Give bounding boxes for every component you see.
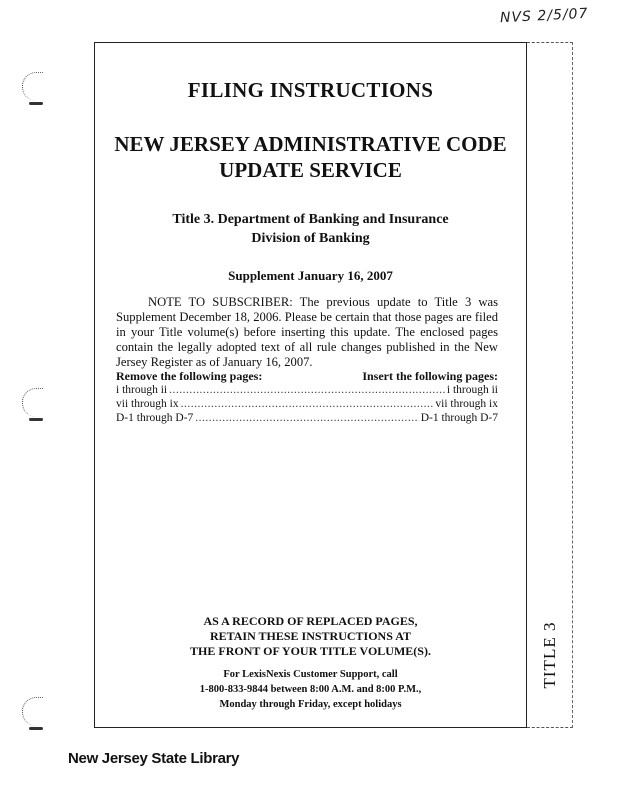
agency-division: Division of Banking — [251, 231, 370, 246]
insert-pages: D-1 through D-7 — [420, 412, 498, 424]
punch-hole-mark — [22, 388, 43, 417]
table-row — [116, 411, 498, 425]
support-line1: For LexisNexis Customer Support, call — [223, 669, 398, 680]
title-tab-label: TITLE 3 — [540, 621, 559, 689]
record-line1: AS A RECORD OF REPLACED PAGES, — [203, 614, 418, 628]
remove-pages: D-1 through D-7 — [116, 412, 194, 424]
dot-leader — [169, 383, 445, 397]
table-row — [116, 397, 498, 411]
subscriber-note: NOTE TO SUBSCRIBER: The previous update to Title 3 was Supplement December 18, 2006. Please be certain that those pages are filed in your Title volume(s) before inserting this update. The enclosed pages contain the legally adopted text of all rule changes published in the New Jersey Register as of January 16, 2007. — [116, 295, 498, 369]
code-name-line1: NEW JERSEY ADMINISTRATIVE CODE — [114, 132, 507, 156]
library-stamp: New Jersey State Library — [68, 750, 240, 767]
insert-pages: vii through ix — [435, 398, 498, 410]
page-title: FILING INSTRUCTIONS — [187, 78, 434, 102]
support-phone: 1-800-833-9844 between 8:00 A.M. and 8:00 P.M., — [199, 684, 422, 695]
pages-table — [116, 369, 498, 425]
record-line3: THE FRONT OF YOUR TITLE VOLUME(S). — [190, 644, 431, 658]
handwritten-note: NVS 2/5/07 — [499, 5, 589, 27]
insert-header: Insert the following pages: — [362, 369, 498, 383]
pages-table-header — [116, 369, 498, 383]
agency-title: Title 3. Department of Banking and Insurance — [172, 212, 449, 227]
remove-pages: vii through ix — [116, 398, 179, 410]
dot-leader — [181, 397, 434, 411]
remove-header: Remove the following pages: — [116, 369, 263, 383]
supplement-date: Supplement January 16, 2007 — [228, 268, 393, 283]
punch-hole-mark — [22, 697, 43, 726]
dot-leader — [195, 411, 418, 425]
remove-pages: i through ii — [116, 384, 168, 396]
record-line2: RETAIN THESE INSTRUCTIONS AT — [209, 629, 412, 643]
punch-hole-mark — [22, 72, 43, 101]
support-hours: Monday through Friday, except holidays — [219, 699, 402, 710]
insert-pages: i through ii — [446, 384, 498, 396]
code-name-line2: UPDATE SERVICE — [219, 158, 402, 182]
table-row — [116, 383, 498, 397]
